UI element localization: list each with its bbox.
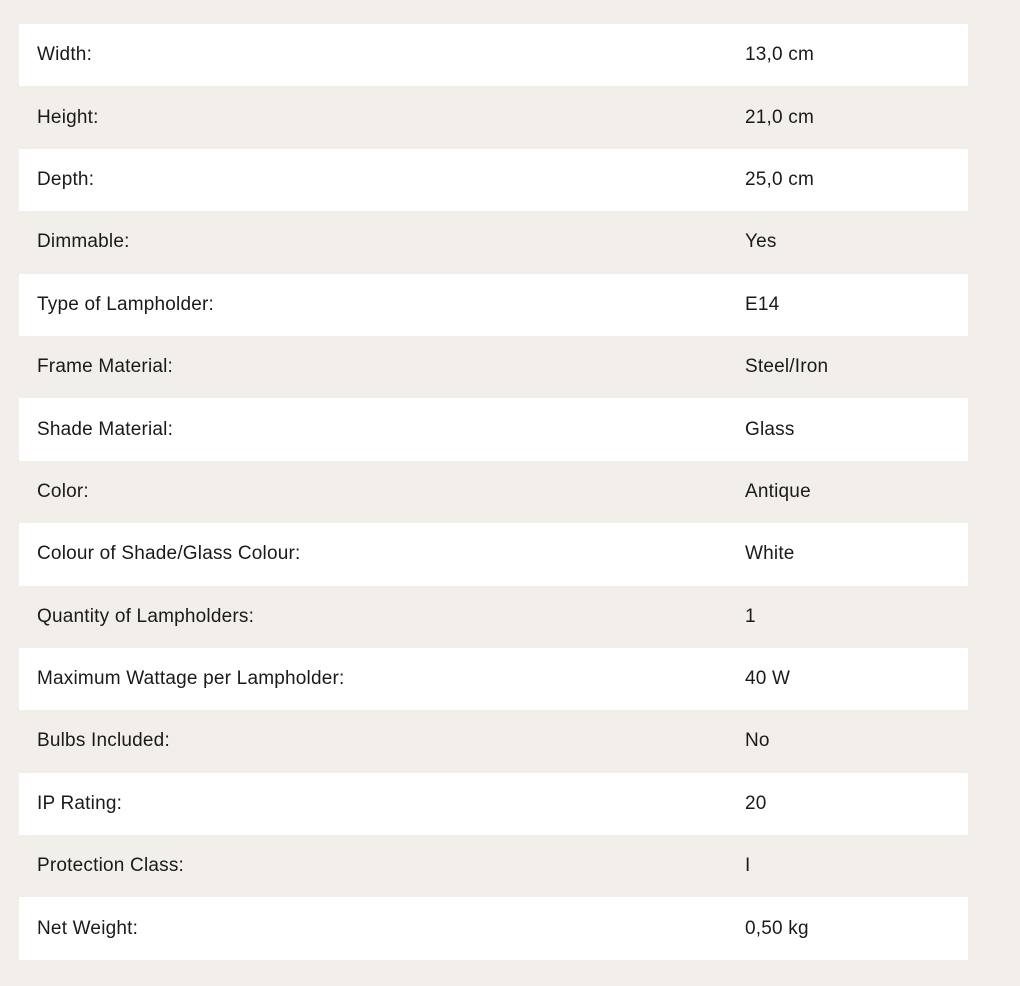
spec-row-protection-class (19, 835, 968, 897)
spec-label: Height: (37, 106, 99, 128)
spec-label: IP Rating: (37, 792, 123, 814)
spec-value: I (745, 855, 751, 877)
spec-row-lampholder-quantity (19, 586, 968, 648)
spec-row-ip-rating (19, 773, 968, 835)
spec-value: Steel/Iron (745, 356, 829, 378)
spec-value: 21,0 cm (745, 106, 814, 128)
spec-label: Width: (37, 44, 93, 66)
product-specifications-table (19, 24, 968, 960)
spec-value: White (745, 543, 795, 565)
spec-label: Protection Class: (37, 855, 185, 877)
spec-value: 25,0 cm (745, 168, 814, 190)
spec-value: Glass (745, 418, 795, 440)
spec-row-dimmable (19, 211, 968, 273)
spec-value: Antique (745, 480, 811, 502)
spec-row-lampholder-type (19, 274, 968, 336)
spec-label: Quantity of Lampholders: (37, 605, 255, 627)
spec-row-color (19, 461, 968, 523)
spec-row-max-wattage (19, 648, 968, 710)
spec-label: Colour of Shade/Glass Colour: (37, 543, 301, 565)
spec-row-depth (19, 149, 968, 211)
spec-value: E14 (745, 293, 780, 315)
spec-label: Color: (37, 480, 89, 502)
spec-value: 20 (745, 792, 767, 814)
spec-value: 0,50 kg (745, 917, 809, 939)
spec-row-bulbs-included (19, 710, 968, 772)
spec-value: 13,0 cm (745, 44, 814, 66)
spec-row-shade-colour (19, 523, 968, 585)
spec-row-net-weight (19, 897, 968, 959)
spec-value: 1 (745, 605, 756, 627)
spec-row-shade-material (19, 398, 968, 460)
spec-label: Dimmable: (37, 231, 130, 253)
spec-value: 40 W (745, 668, 791, 690)
spec-value: No (745, 730, 770, 752)
spec-row-frame-material (19, 336, 968, 398)
spec-label: Type of Lampholder: (37, 293, 215, 315)
spec-label: Bulbs Included: (37, 730, 170, 752)
spec-row-height (19, 86, 968, 148)
spec-label: Frame Material: (37, 356, 174, 378)
spec-label: Net Weight: (37, 917, 139, 939)
spec-label: Depth: (37, 168, 95, 190)
spec-label: Shade Material: (37, 418, 174, 440)
spec-row-width (19, 24, 968, 86)
spec-label: Maximum Wattage per Lampholder: (37, 668, 345, 690)
spec-value: Yes (745, 231, 777, 253)
